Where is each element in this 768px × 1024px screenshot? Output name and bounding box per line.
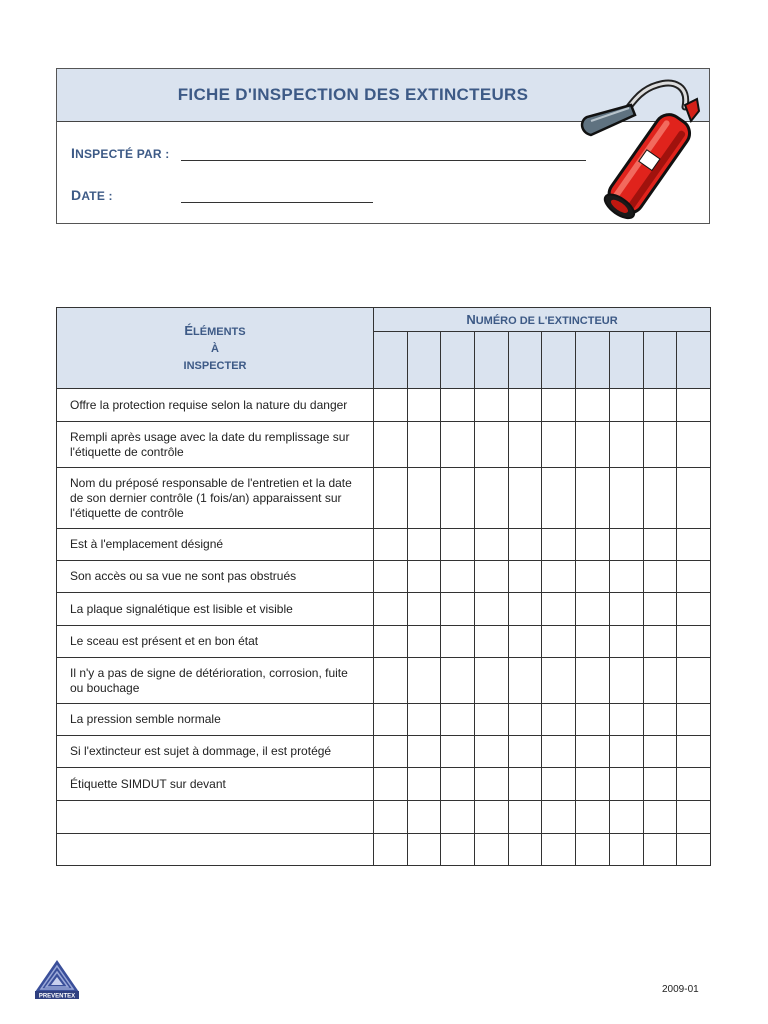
- check-box-cell[interactable]: [643, 468, 677, 529]
- check-box-cell[interactable]: [609, 626, 643, 658]
- table-row: [57, 468, 711, 529]
- blank-item-field[interactable]: [57, 834, 374, 866]
- extinguisher-number-field[interactable]: [508, 332, 542, 389]
- check-box-cell[interactable]: [441, 389, 475, 422]
- check-box-cell[interactable]: [643, 736, 677, 768]
- inspection-item-label: Il n'y a pas de signe de détérioration, corrosion, fuite ou bouchage: [57, 658, 374, 704]
- check-box-cell[interactable]: [576, 658, 610, 704]
- inspected-by-row: [71, 145, 586, 161]
- check-box-cell[interactable]: [576, 422, 610, 468]
- check-box-cell[interactable]: [542, 768, 576, 801]
- check-box-cell[interactable]: [643, 768, 677, 801]
- date-row: [71, 187, 373, 203]
- check-box-cell[interactable]: [677, 389, 711, 422]
- svg-text:PREVENTEX: PREVENTEX: [38, 993, 76, 1000]
- check-box-cell[interactable]: [407, 593, 441, 626]
- check-box-cell[interactable]: [609, 389, 643, 422]
- check-box-cell[interactable]: [609, 529, 643, 561]
- check-box-cell[interactable]: [576, 704, 610, 736]
- check-box-cell[interactable]: [475, 468, 509, 529]
- table-row: [57, 389, 711, 422]
- check-box-cell[interactable]: [374, 422, 408, 468]
- check-box-cell[interactable]: [677, 704, 711, 736]
- extinguisher-number-header: NUMÉRO DE L'EXTINCTEUR: [374, 308, 711, 332]
- check-box-cell[interactable]: [441, 768, 475, 801]
- check-box-cell[interactable]: [441, 626, 475, 658]
- check-box-cell[interactable]: [374, 704, 408, 736]
- check-box-cell[interactable]: [542, 626, 576, 658]
- extinguisher-number-field[interactable]: [475, 332, 509, 389]
- check-box-cell[interactable]: [643, 561, 677, 593]
- check-box-cell[interactable]: [576, 389, 610, 422]
- check-box-cell[interactable]: [643, 801, 677, 834]
- check-box-cell[interactable]: [508, 704, 542, 736]
- check-box-cell[interactable]: [407, 704, 441, 736]
- check-box-cell[interactable]: [374, 468, 408, 529]
- check-box-cell[interactable]: [542, 593, 576, 626]
- check-box-cell[interactable]: [677, 529, 711, 561]
- check-box-cell[interactable]: [643, 529, 677, 561]
- table-row: [57, 422, 711, 468]
- check-box-cell[interactable]: [374, 529, 408, 561]
- check-box-cell[interactable]: [576, 593, 610, 626]
- fire-extinguisher-icon: [577, 77, 717, 225]
- check-box-cell[interactable]: [475, 736, 509, 768]
- check-box-cell[interactable]: [374, 389, 408, 422]
- extinguisher-number-field[interactable]: [407, 332, 441, 389]
- check-box-cell[interactable]: [609, 561, 643, 593]
- check-box-cell[interactable]: [475, 834, 509, 866]
- check-box-cell[interactable]: [542, 801, 576, 834]
- check-box-cell[interactable]: [441, 529, 475, 561]
- check-box-cell[interactable]: [441, 468, 475, 529]
- inspection-item-label: Nom du préposé responsable de l'entretien et la date de son dernier contrôle (1 fois/an) apparaissent sur l'étiquette de contrôle: [57, 468, 374, 529]
- table-row: [57, 801, 711, 834]
- inspection-item-label: Si l'extincteur est sujet à dommage, il est protégé: [57, 736, 374, 768]
- check-box-cell[interactable]: [609, 736, 643, 768]
- check-box-cell[interactable]: [374, 658, 408, 704]
- table-row: [57, 704, 711, 736]
- check-box-cell[interactable]: [475, 593, 509, 626]
- check-box-cell[interactable]: [609, 768, 643, 801]
- inspection-item-label: Offre la protection requise selon la nature du danger: [57, 389, 374, 422]
- check-box-cell[interactable]: [508, 658, 542, 704]
- check-box-cell[interactable]: [542, 561, 576, 593]
- check-box-cell[interactable]: [441, 704, 475, 736]
- check-box-cell[interactable]: [374, 768, 408, 801]
- check-box-cell[interactable]: [609, 593, 643, 626]
- check-box-cell[interactable]: [508, 834, 542, 866]
- check-box-cell[interactable]: [643, 704, 677, 736]
- extinguisher-number-field[interactable]: [677, 332, 711, 389]
- check-box-cell[interactable]: [475, 801, 509, 834]
- check-box-cell[interactable]: [576, 834, 610, 866]
- check-box-cell[interactable]: [407, 626, 441, 658]
- check-box-cell[interactable]: [643, 834, 677, 866]
- extinguisher-number-field[interactable]: [542, 332, 576, 389]
- check-box-cell[interactable]: [441, 422, 475, 468]
- check-box-cell[interactable]: [677, 422, 711, 468]
- inspected-by-field[interactable]: [181, 159, 586, 161]
- check-box-cell[interactable]: [508, 801, 542, 834]
- inspection-table: [56, 307, 711, 866]
- check-box-cell[interactable]: [508, 389, 542, 422]
- inspection-item-label: Est à l'emplacement désigné: [57, 529, 374, 561]
- check-box-cell[interactable]: [677, 593, 711, 626]
- check-box-cell[interactable]: [407, 468, 441, 529]
- table-row: [57, 529, 711, 561]
- check-box-cell[interactable]: [475, 768, 509, 801]
- check-box-cell[interactable]: [643, 593, 677, 626]
- check-box-cell[interactable]: [508, 768, 542, 801]
- document-code: 2009-01: [662, 984, 699, 995]
- check-box-cell[interactable]: [576, 801, 610, 834]
- check-box-cell[interactable]: [407, 768, 441, 801]
- check-box-cell[interactable]: [576, 736, 610, 768]
- extinguisher-number-field[interactable]: [609, 332, 643, 389]
- check-box-cell[interactable]: [508, 529, 542, 561]
- inspection-item-label: La plaque signalétique est lisible et visible: [57, 593, 374, 626]
- check-box-cell[interactable]: [677, 468, 711, 529]
- check-box-cell[interactable]: [677, 768, 711, 801]
- check-box-cell[interactable]: [576, 468, 610, 529]
- check-box-cell[interactable]: [576, 561, 610, 593]
- check-box-cell[interactable]: [609, 704, 643, 736]
- inspection-item-label: Le sceau est présent et en bon état: [57, 626, 374, 658]
- inspection-item-label: Étiquette SIMDUT sur devant: [57, 768, 374, 801]
- check-box-cell[interactable]: [441, 834, 475, 866]
- check-box-cell[interactable]: [508, 593, 542, 626]
- check-box-cell[interactable]: [475, 529, 509, 561]
- check-box-cell[interactable]: [677, 801, 711, 834]
- check-box-cell[interactable]: [542, 389, 576, 422]
- table-row: [57, 736, 711, 768]
- check-box-cell[interactable]: [576, 626, 610, 658]
- extinguisher-number-field[interactable]: [374, 332, 408, 389]
- check-box-cell[interactable]: [374, 561, 408, 593]
- check-box-cell[interactable]: [475, 704, 509, 736]
- date-label: DATE :: [71, 187, 113, 203]
- check-box-cell[interactable]: [677, 736, 711, 768]
- page-title: FICHE D'INSPECTION DES EXTINCTEURS: [177, 85, 529, 104]
- check-box-cell[interactable]: [441, 736, 475, 768]
- check-box-cell[interactable]: [542, 422, 576, 468]
- check-box-cell[interactable]: [677, 561, 711, 593]
- check-box-cell[interactable]: [475, 561, 509, 593]
- check-box-cell[interactable]: [475, 422, 509, 468]
- check-box-cell[interactable]: [542, 529, 576, 561]
- check-box-cell[interactable]: [407, 529, 441, 561]
- blank-item-field[interactable]: [57, 801, 374, 834]
- check-box-cell[interactable]: [407, 561, 441, 593]
- table-row: [57, 658, 711, 704]
- check-box-cell[interactable]: [374, 593, 408, 626]
- check-box-cell[interactable]: [677, 834, 711, 866]
- check-box-cell[interactable]: [677, 626, 711, 658]
- table-row: [57, 561, 711, 593]
- table-row: [57, 768, 711, 801]
- check-box-cell[interactable]: [508, 626, 542, 658]
- check-box-cell[interactable]: [407, 801, 441, 834]
- extinguisher-number-field[interactable]: [441, 332, 475, 389]
- check-box-cell[interactable]: [407, 389, 441, 422]
- extinguisher-number-field[interactable]: [576, 332, 610, 389]
- check-box-cell[interactable]: [609, 422, 643, 468]
- check-box-cell[interactable]: [643, 422, 677, 468]
- check-box-cell[interactable]: [609, 834, 643, 866]
- check-box-cell[interactable]: [643, 626, 677, 658]
- table-row: [57, 626, 711, 658]
- check-box-cell[interactable]: [441, 561, 475, 593]
- check-box-cell[interactable]: [508, 736, 542, 768]
- inspected-by-label: INSPECTÉ PAR :: [71, 145, 170, 161]
- header-box: [56, 68, 710, 224]
- check-box-cell[interactable]: [542, 736, 576, 768]
- check-box-cell[interactable]: [576, 768, 610, 801]
- check-box-cell[interactable]: [542, 658, 576, 704]
- check-box-cell[interactable]: [609, 658, 643, 704]
- check-box-cell[interactable]: [576, 529, 610, 561]
- preventex-logo: [33, 958, 81, 1000]
- check-box-cell[interactable]: [609, 801, 643, 834]
- check-box-cell[interactable]: [542, 468, 576, 529]
- inspection-item-label: Rempli après usage avec la date du remplissage sur l'étiquette de contrôle: [57, 422, 374, 468]
- check-box-cell[interactable]: [643, 658, 677, 704]
- check-box-cell[interactable]: [441, 801, 475, 834]
- check-box-cell[interactable]: [475, 658, 509, 704]
- inspection-item-label: La pression semble normale: [57, 704, 374, 736]
- check-box-cell[interactable]: [508, 468, 542, 529]
- check-box-cell[interactable]: [508, 561, 542, 593]
- check-box-cell[interactable]: [475, 389, 509, 422]
- elements-header: ÉLÉMENTS À INSPECTER: [57, 308, 374, 389]
- check-box-cell[interactable]: [609, 468, 643, 529]
- check-box-cell[interactable]: [475, 626, 509, 658]
- check-box-cell[interactable]: [508, 422, 542, 468]
- check-box-cell[interactable]: [677, 658, 711, 704]
- extinguisher-number-field[interactable]: [643, 332, 677, 389]
- check-box-cell[interactable]: [542, 834, 576, 866]
- check-box-cell[interactable]: [542, 704, 576, 736]
- check-box-cell[interactable]: [441, 593, 475, 626]
- check-box-cell[interactable]: [374, 834, 408, 866]
- check-box-cell[interactable]: [374, 736, 408, 768]
- check-box-cell[interactable]: [407, 422, 441, 468]
- table-row: [57, 834, 711, 866]
- check-box-cell[interactable]: [374, 801, 408, 834]
- check-box-cell[interactable]: [643, 389, 677, 422]
- check-box-cell[interactable]: [374, 626, 408, 658]
- check-box-cell[interactable]: [441, 658, 475, 704]
- check-box-cell[interactable]: [407, 834, 441, 866]
- table-row: [57, 593, 711, 626]
- check-box-cell[interactable]: [407, 736, 441, 768]
- inspection-item-label: Son accès ou sa vue ne sont pas obstrués: [57, 561, 374, 593]
- date-field[interactable]: [181, 201, 373, 203]
- check-box-cell[interactable]: [407, 658, 441, 704]
